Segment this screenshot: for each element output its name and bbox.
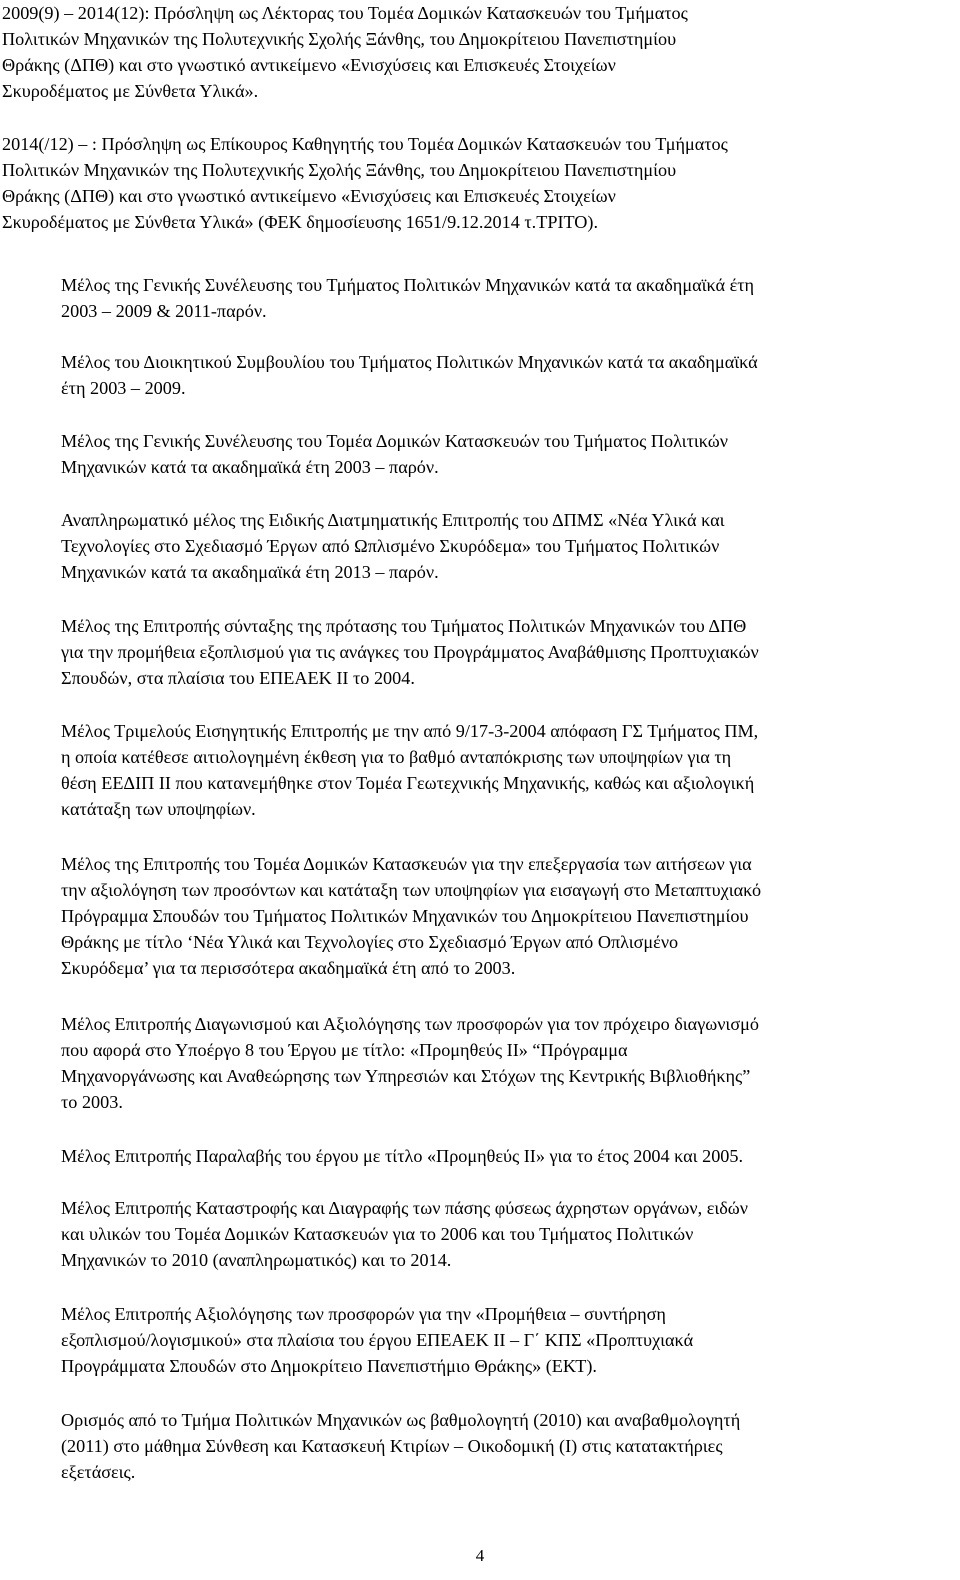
membership-paragraph-disposal-committee: Μέλος Επιτροπής Καταστροφής και Διαγραφής των πάσης φύσεως άχρηστων οργάνων, ειδών και υλικών του Τομέα Δομικών Κατασκευών για το 2006 και του Τμήματος Πολιτικών Μηχανικών το 2010 (αναπληρωματικός) και το 2014. bbox=[61, 1198, 749, 1270]
membership-paragraph-postgraduate-committee: Μέλος της Επιτροπής του Τομέα Δομικών Κατασκευών για την επεξεργασία των αιτήσεων για την αξιολόγηση των προσόντων και κατάταξη των υποψηφίων για εισαγωγή στο Μεταπτυχιακό Πρόγραμμα Σπουδών του Τμήματος Πολιτικών Μηχανικών του Δημοκρίτειου Πανεπιστημίου Θράκης με τίτλο ‘Νέα Υλικά και Τεχνολογίες στο Σχεδιασμό Έργων από Οπλισμένο Σκυρόδεμα’ για τα περισσότερα ακαδημαϊκά έτη από το 2003. bbox=[61, 854, 762, 978]
membership-paragraph-proposal-committee: Μέλος της Επιτροπής σύνταξης της πρότασης του Τμήματος Πολιτικών Μηχανικών του ΔΠΘ για την προμήθεια εξοπλισμού για τις ανάγκες του Προγράμματος Αναβάθμισης Προπτυχιακών Σπουδών, στα πλαίσια του ΕΠΕΑΕΚ ΙΙ το 2004. bbox=[61, 616, 759, 688]
membership-paragraph-evaluation-committee: Μέλος Τριμελούς Εισηγητικής Επιτροπής με την από 9/17-3-2004 απόφαση ΓΣ Τμήματος ΠΜ, η οποία κατέθεσε αιτιολογημένη έκθεση για το βαθμό ανταπόκρισης των υποψηφίων για τη θέση ΕΕΔΙΠ ΙΙ που κατανεμήθηκε στον Τομέα Γεωτεχνικής Μηχανικής, καθώς και αξιολογική κατάταξη των υποψηφίων. bbox=[61, 721, 759, 819]
membership-paragraph-grader-appointment: Ορισμός από το Τμήμα Πολιτικών Μηχανικών ως βαθμολογητή (2010) και αναβαθμολογητή (2011) στο μάθημα Σύνθεση και Κατασκευή Κτιρίων – Οικοδομική (Ι) στις κατατακτήριες εξετάσεις. bbox=[61, 1410, 741, 1482]
membership-paragraph-general-assembly-sector: Μέλος της Γενικής Συνέλευσης του Τομέα Δομικών Κατασκευών του Τμήματος Πολιτικών Μηχανικών κατά τα ακαδημαϊκά έτη 2003 – παρόν. bbox=[61, 431, 728, 477]
membership-paragraph-general-assembly-department: Μέλος της Γενικής Συνέλευσης του Τμήματος Πολιτικών Μηχανικών κατά τα ακαδημαϊκά έτη 2003 – 2009 & 2011-παρόν. bbox=[61, 275, 755, 321]
membership-paragraph-offers-committee: Μέλος Επιτροπής Αξιολόγησης των προσφορών για την «Προμήθεια – συντήρηση εξοπλισμού/λογισμικού» στα πλαίσια του έργου ΕΠΕΑΕΚ ΙΙ – Γ΄ ΚΠΣ «Προπτυχιακά Προγράμματα Σπουδών στο Δημοκρίτειο Πανεπιστήμιο Θράκης» (ΕΚΤ). bbox=[61, 1304, 694, 1376]
membership-paragraph-administrative-board: Μέλος του Διοικητικού Συμβουλίου του Τμήματος Πολιτικών Μηχανικών κατά τα ακαδημαϊκά έτη 2003 – 2009. bbox=[61, 352, 758, 398]
appointment-entry-lecturer: 2009(9) – 2014(12): Πρόσληψη ως Λέκτορας του Τομέα Δομικών Κατασκευών του Τμήματος Πολιτικών Μηχανικών της Πολυτεχνικής Σχολής Ξάνθης, του Δημοκρίτειου Πανεπιστημίου Θράκης (ΔΠΘ) και στο γνωστικό αντικείμενο «Ενισχύσεις και Επισκευές Στοιχείων Σκυροδέματος με Σύνθετα Υλικά». bbox=[2, 3, 688, 101]
page-number: 4 bbox=[475, 1546, 485, 1565]
appointment-entry-assistant-professor: 2014(/12) – : Πρόσληψη ως Επίκουρος Καθηγητής του Τομέα Δομικών Κατασκευών του Τμήματος Πολιτικών Μηχανικών της Πολυτεχνικής Σχολής Ξάνθης, του Δημοκρίτειου Πανεπιστημίου Θράκης (ΔΠΘ) και στο γνωστικό αντικείμενο «Ενισχύσεις και Επισκευές Στοιχείων Σκυροδέματος με Σύνθετα Υλικά» (ΦΕΚ δημοσίευσης 1651/9.12.2014 τ.ΤΡΙΤΟ). bbox=[2, 134, 728, 232]
membership-paragraph-special-committee: Αναπληρωματικό μέλος της Ειδικής Διατμηματικής Επιτροπής του ΔΠΜΣ «Νέα Υλικά και Τεχνολογίες στο Σχεδιασμό Έργων από Ωπλισμένο Σκυρόδεμα» του Τμήματος Πολιτικών Μηχανικών κατά τα ακαδημαϊκά έτη 2013 – παρόν. bbox=[61, 510, 725, 582]
membership-paragraph-tender-committee: Μέλος Επιτροπής Διαγωνισμού και Αξιολόγησης των προσφορών για τον πρόχειρο διαγωνισμό που αφορά στο Υποέργο 8 του Έργου με τίτλο: «Προμηθεύς ΙΙ» “Πρόγραμμα Μηχανοργάνωσης και Αναθεώρησης των Υπηρεσιών και Στόχων της Κεντρικής Βιβλιοθήκης” το 2003. bbox=[61, 1014, 759, 1112]
membership-paragraph-acceptance-committee: Μέλος Επιτροπής Παραλαβής του έργου με τίτλο «Προμηθεύς ΙΙ» για το έτος 2004 και 2005. bbox=[61, 1146, 744, 1166]
